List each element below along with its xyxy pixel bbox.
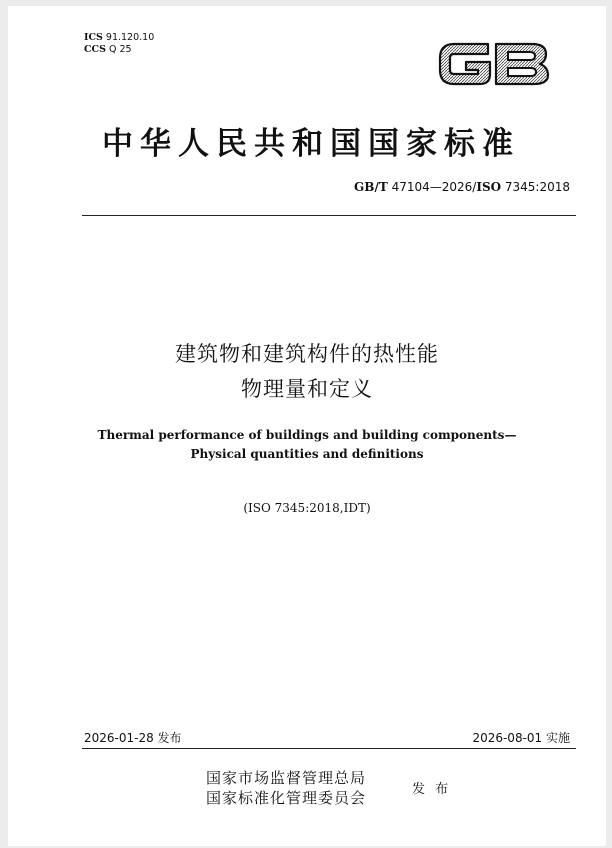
ics-label: ICS — [84, 32, 103, 43]
publication-date: 2026-01-28 发布 — [84, 731, 182, 745]
issuing-bodies — [206, 768, 366, 808]
gb-logo-icon — [432, 34, 554, 94]
chinese-title-line-2: 物理量和定义 — [241, 377, 373, 401]
standard-prefix: GB/T — [354, 180, 388, 194]
english-title-line-1: Thermal performance of buildings and building components— — [97, 428, 517, 442]
bottom-divider — [82, 748, 576, 749]
issue-label: 发 布 — [412, 782, 452, 797]
english-title-line-2: Physical quantities and definitions — [190, 447, 424, 461]
standard-title: 中华人民共和国国家标准 — [102, 126, 520, 162]
issuer-2: 国家标准化管理委员会 — [206, 789, 367, 807]
classification-codes — [84, 32, 154, 56]
standard-number-value: 47104—2026/ — [387, 180, 477, 194]
equivalence-note: (ISO 7345:2018,IDT) — [243, 501, 371, 515]
ccs-line — [84, 44, 154, 56]
top-divider — [82, 215, 576, 216]
document-page — [8, 6, 606, 846]
standard-number — [354, 180, 570, 194]
implementation-date: 2026-08-01 实施 — [472, 731, 570, 745]
ccs-label: CCS — [84, 44, 106, 55]
ics-code: 91.120.10 — [105, 32, 155, 43]
chinese-title-line-1: 建筑物和建筑构件的热性能 — [175, 342, 439, 366]
ics-line — [84, 32, 154, 44]
ccs-code: Q 25 — [109, 44, 132, 55]
issuer-1: 国家市场监督管理总局 — [206, 769, 367, 787]
iso-number-value: 7345:2018 — [501, 180, 570, 194]
iso-prefix: ISO — [476, 180, 502, 194]
